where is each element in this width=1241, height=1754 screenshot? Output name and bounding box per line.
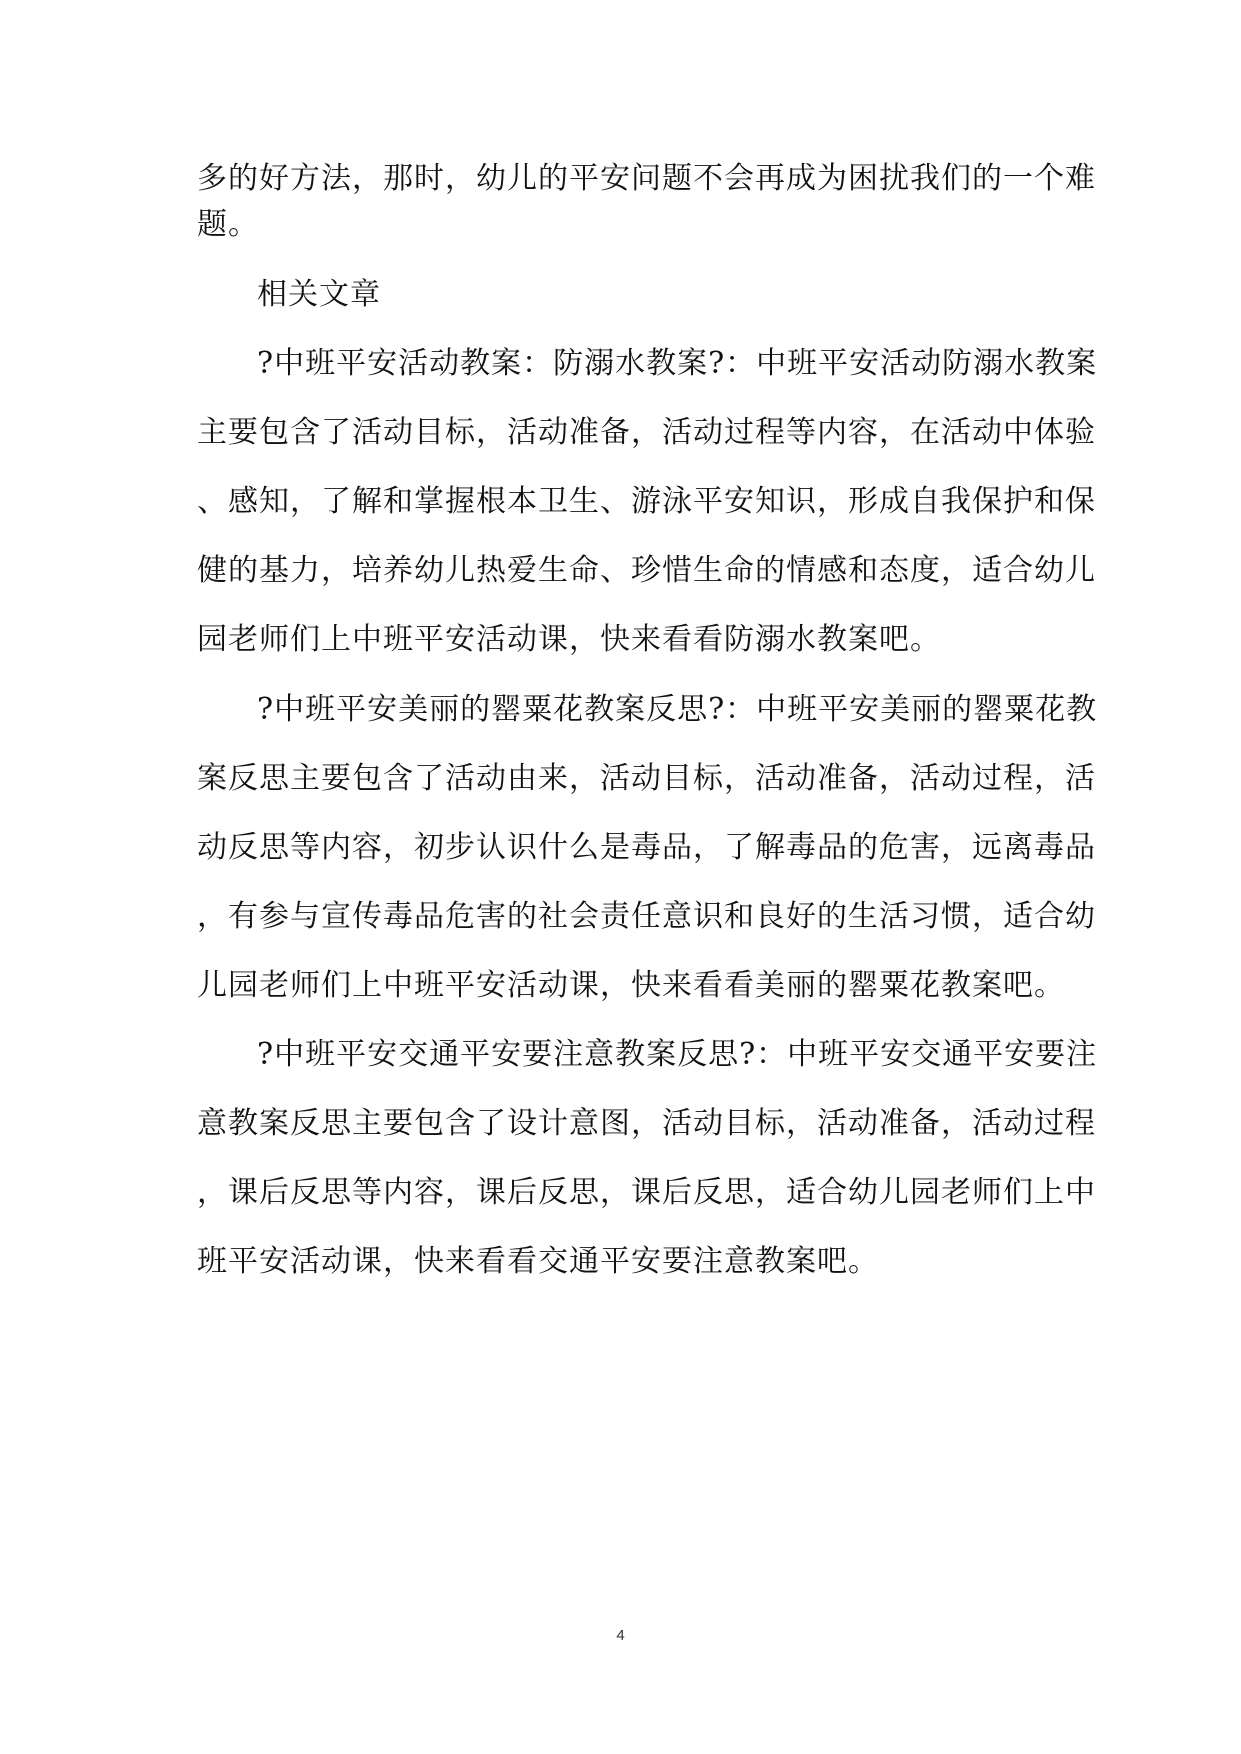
page-number: 4	[616, 1627, 625, 1644]
paragraph-line: 主要包含了活动目标，活动准备，活动过程等内容，在活动中体验	[197, 415, 1096, 450]
paragraph-line: 健的基力，培养幼儿热爱生命、珍惜生命的情感和态度，适合幼儿	[197, 553, 1096, 588]
paragraph-line: 多的好方法，那时，幼儿的平安问题不会再成为困扰我们的一个难	[197, 161, 1096, 196]
paragraph-line: ，有参与宣传毒品危害的社会责任意识和良好的生活习惯，适合幼	[197, 899, 1096, 934]
related-article-1-title-line: ?中班平安活动教案：防溺水教案?：中班平安活动防溺水教案	[257, 346, 1098, 381]
paragraph-line: 园老师们上中班平安活动课，快来看看防溺水教案吧。	[197, 622, 941, 657]
related-article-2-title-line: ?中班平安美丽的罂粟花教案反思?：中班平安美丽的罂粟花教	[257, 692, 1098, 727]
paragraph-line: 意教案反思主要包含了设计意图，活动目标，活动准备，活动过程	[197, 1106, 1096, 1141]
paragraph-line: 动反思等内容，初步认识什么是毒品，了解毒品的危害，远离毒品	[197, 830, 1096, 865]
paragraph-line: 题。	[197, 207, 259, 242]
related-article-3-title-line: ?中班平安交通平安要注意教案反思?：中班平安交通平安要注	[257, 1037, 1098, 1072]
section-heading: 相关文章	[257, 277, 381, 312]
paragraph-line: ，课后反思等内容，课后反思，课后反思，适合幼儿园老师们上中	[197, 1175, 1096, 1210]
paragraph-line: 班平安活动课，快来看看交通平安要注意教案吧。	[197, 1244, 879, 1279]
paragraph-line: 、感知，了解和掌握根本卫生、游泳平安知识，形成自我保护和保	[197, 484, 1096, 519]
paragraph-line: 案反思主要包含了活动由来，活动目标，活动准备，活动过程，活	[197, 761, 1096, 796]
paragraph-line: 儿园老师们上中班平安活动课，快来看看美丽的罂粟花教案吧。	[197, 968, 1065, 1003]
